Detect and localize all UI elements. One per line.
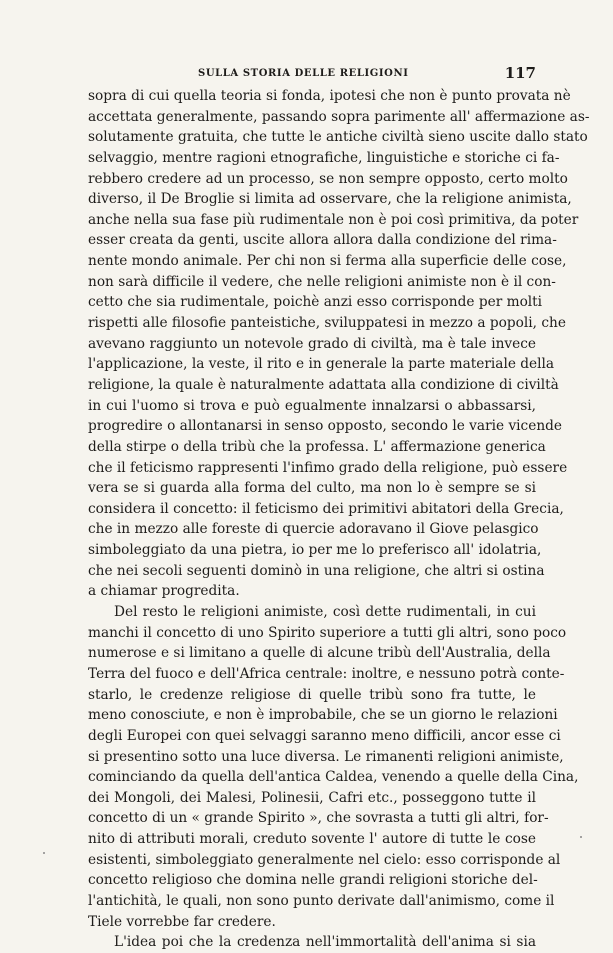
paragraph-end-line: a chiamar progredita. (88, 583, 240, 600)
text-line: non sarà difficile il vedere, che nelle religioni animiste non è il con- (88, 273, 556, 290)
text-line: cetto che sia rudimentale, poichè anzi esso corrisponde per molti (88, 294, 543, 311)
paper-speck (43, 852, 45, 854)
text-line: concetto religioso che domina nelle grandi religioni storiche del- (88, 872, 538, 889)
text-line: progredire o allontanarsi in senso opposto, secondo le varie vicende (88, 418, 562, 435)
text-line: vera se si guarda alla forma del culto, ma non lo è sempre se si (88, 480, 536, 497)
text-line: cominciando da quella dell'antica Caldea, venendo a quelle della Cina, (88, 769, 579, 786)
text-line: religione, la quale è naturalmente adattata alla condizione di civiltà (88, 376, 559, 393)
text-line: dei Mongoli, dei Malesi, Polinesii, Cafri etc., posseggono tutte il (88, 789, 536, 806)
text-line: accettata generalmente, passando sopra parimente all' affermazione as- (88, 108, 590, 125)
text-line: solutamente gratuita, che tutte le antiche civiltà sieno uscite dallo stato (88, 129, 588, 146)
text-line: meno conosciute, e non è improbabile, che se un giorno le relazioni (88, 707, 558, 724)
text-line: l'applicazione, la veste, il rito e in generale la parte materiale della (88, 356, 555, 373)
text-line: selvaggio, mentre ragioni etnografiche, linguistiche e storiche ci fa- (88, 149, 560, 166)
text-line: sopra di cui quella teoria si fonda, ipotesi che non è punto provata nè (88, 88, 571, 104)
text-line: manchi il concetto di uno Spirito superiore a tutti gli altri, sono poco (88, 624, 567, 641)
text-line: Terra del fuoco e dell'Africa centrale: inoltre, e nessuno potrà conte- (88, 665, 565, 682)
page-header (88, 66, 536, 86)
paragraph-end-line: Tiele vorrebbe far credere. (88, 913, 276, 930)
body-text (88, 86, 590, 953)
text-line: l'antichità, le quali, non sono punto derivate dall'animismo, come il (88, 892, 555, 909)
text-line: simboleggiato da una pietra, io per me lo preferisco all' idolatria, (88, 542, 542, 559)
text-line: nente mondo animale. Per chi non si ferma alla superficie delle cose, (88, 253, 567, 270)
text-line: della stirpe o della tribù che la professa. L' affermazione generica (88, 438, 546, 455)
running-title: SULLA STORIA DELLE RELIGIONI (198, 68, 409, 79)
text-line: che nei secoli seguenti dominò in una religione, che altri si ostina (88, 562, 545, 579)
text-line: esser creata da genti, uscite allora allora dalla condizione del rima- (88, 232, 557, 249)
text-line: avevano raggiunto un notevole grado di civiltà, ma è tale invece (88, 335, 536, 352)
text-line: anche nella sua fase più rudimentale non è poi così primitiva, da poter (88, 211, 579, 228)
text-line: esistenti, simboleggiato generalmente nel cielo: esso corrisponde al (88, 851, 561, 868)
paper-speck (580, 836, 582, 838)
text-line: numerose e si limitano a quelle di alcune tribù dell'Australia, della (88, 645, 551, 662)
text-line: rispetti alle filosofie panteistiche, sviluppatesi in mezzo a popoli, che (88, 315, 566, 332)
paragraph-first-line: Del resto le religioni animiste, così dette rudimentali, in cui (114, 604, 536, 621)
text-line: starlo, le credenze religiose di quelle tribù sono fra tutte, le (88, 686, 536, 703)
text-line: nito di attributi morali, creduto sovente l' autore di tutte le cose (88, 831, 536, 848)
text-line: degli Europei con quei selvaggi saranno meno difficili, ancor esse ci (88, 727, 561, 744)
text-line: rebbero credere ad un processo, se non sempre opposto, certo molto (88, 170, 568, 187)
paragraph-first-line: L'idea poi che la credenza nell'immortalità dell'anima si sia (114, 934, 536, 951)
text-line: che in mezzo alle foreste di quercie adoravano il Giove pelasgico (88, 521, 539, 538)
text-line: diverso, il De Broglie si limita ad osservare, che la religione animista, (88, 191, 572, 208)
text-line: considera il concetto: il feticismo dei primitivi abitatori della Grecia, (88, 500, 564, 517)
text-line: concetto di un « grande Spirito », che sovrasta a tutti gli altri, for- (88, 810, 549, 827)
page-number: 117 (504, 64, 536, 82)
text-line: che il feticismo rappresenti l'infimo grado della religione, può essere (88, 459, 568, 476)
text-line: in cui l'uomo si trova e può egualmente innalzarsi o abbassarsi, (88, 397, 536, 414)
text-line: si presentino sotto una luce diversa. Le rimanenti religioni animiste, (88, 748, 564, 765)
